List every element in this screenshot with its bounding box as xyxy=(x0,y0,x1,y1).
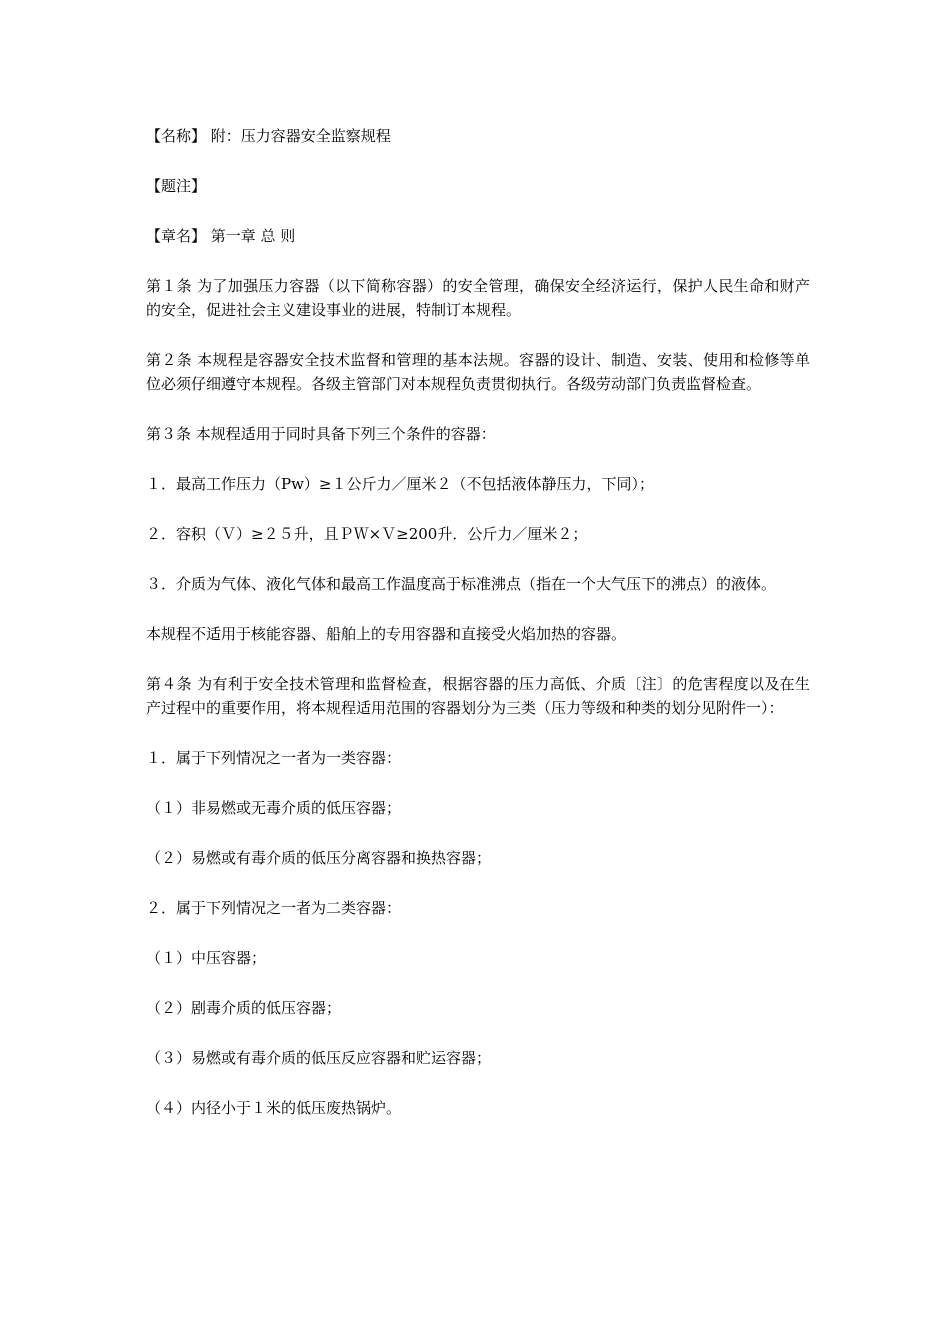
scope-exclusion: 本规程不适用于核能容器、船舶上的专用容器和直接受火焰加热的容器。 xyxy=(146,625,627,643)
title-line: 【名称】 附：压力容器安全监察规程 xyxy=(146,127,391,145)
chapter-line: 【章名】 第一章 总 则 xyxy=(146,227,296,245)
caption-line: 【题注】 xyxy=(146,177,207,195)
article-3-item-1: １．最高工作压力（Pw）≥１公斤力／厘米２（不包括液体静压力，下同）； xyxy=(146,475,655,493)
class-2-item-1: （１）中压容器； xyxy=(146,949,267,967)
class-2-item-2: （２）剧毒介质的低压容器； xyxy=(146,999,342,1017)
article-2: 第２条 本规程是容器安全技术监督和管理的基本法规。容器的设计、制造、安装、使用和检修等单位必须仔细遵守本规程。各级主管部门对本规程负责贯彻执行。各级劳动部门负责监督检查。 xyxy=(146,351,810,393)
class-2-heading: ２．属于下列情况之一者为二类容器： xyxy=(146,899,402,917)
class-1-item-1: （１）非易燃或无毒介质的低压容器； xyxy=(146,799,402,817)
class-1-heading: １．属于下列情况之一者为一类容器： xyxy=(146,749,402,767)
class-1-item-2: （２）易燃或有毒介质的低压分离容器和换热容器； xyxy=(146,849,492,867)
article-3: 第３条 本规程适用于同时具备下列三个条件的容器： xyxy=(146,425,496,443)
article-3-item-2: ２．容积（Ｖ）≥２５升，且ＰＷ×Ｖ≥200升．公斤力／厘米２； xyxy=(146,525,588,543)
article-1: 第１条 为了加强压力容器（以下简称容器）的安全管理，确保安全经济运行，保护人民生命和财产的安全，促进社会主义建设事业的进展，特制订本规程。 xyxy=(146,277,810,319)
class-2-item-4: （４）内径小于１米的低压废热锅炉。 xyxy=(146,1099,402,1117)
document-body xyxy=(146,124,810,1146)
class-2-item-3: （３）易燃或有毒介质的低压反应容器和贮运容器； xyxy=(146,1049,492,1067)
article-4: 第４条 为有利于安全技术管理和监督检查，根据容器的压力高低、介质〔注〕的危害程度以及在生产过程中的重要作用，将本规程适用范围的容器划分为三类（压力等级和种类的划分见附件一）： xyxy=(146,675,810,717)
article-3-item-3: ３．介质为气体、液化气体和最高工作温度高于标准沸点（指在一个大气压下的沸点）的液体。 xyxy=(146,575,777,593)
